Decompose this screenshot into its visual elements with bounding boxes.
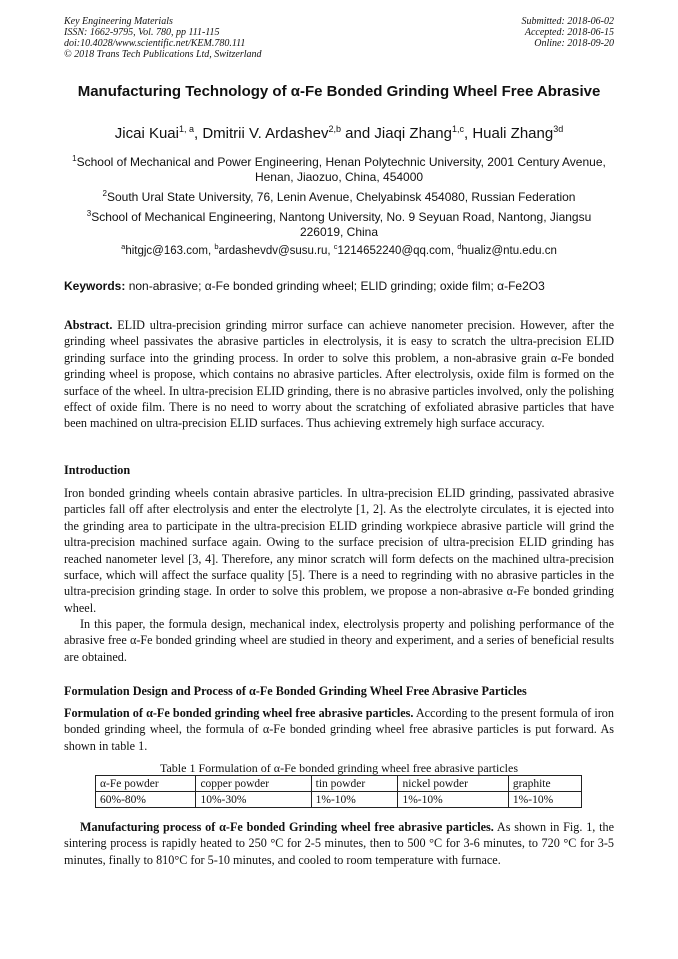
table-cell: α-Fe powder [96, 776, 196, 792]
email-link: hualiz@ntu.edu.cn [461, 244, 557, 257]
paper-title: Manufacturing Technology of α-Fe Bonded Grinding Wheel Free Abrasive [77, 83, 601, 100]
table-cell: 1%-10% [398, 792, 508, 808]
table-caption: Table 1 Formulation of α-Fe bonded grinding wheel free abrasive particles [159, 761, 518, 775]
abstract-label: Abstract. [64, 318, 113, 332]
manufacturing-paragraph [64, 819, 614, 868]
keywords-label: Keywords: [64, 279, 126, 293]
table-cell: 1%-10% [508, 792, 581, 808]
author-name: Dmitrii V. Ardashev [202, 125, 329, 142]
email-link: 1214652240@qq.com, [337, 244, 458, 257]
journal-info [64, 16, 262, 60]
table-cell: 1%-10% [311, 792, 398, 808]
email-link: hitgjc@163.com, [125, 244, 215, 257]
affiliation-3: $^3$School of Mechanical Engineering, Nantong University, No. 9 Seyuan Road, Nantong, Jiangsu 226019, China [86, 209, 592, 239]
formulation-paragraph [64, 705, 614, 754]
affiliation-2: $^2$South Ural State University, 76, Lenin Avenue, Chelyabinsk 454080, Russian Federation [102, 189, 576, 204]
author-sup: 1,c [451, 124, 464, 134]
table-cell: graphite [508, 776, 581, 792]
online-date: Online: 2018-09-20 [534, 38, 614, 49]
journal-issn: ISSN: 1662-9795, Vol. 780, pp 111-115 [64, 27, 220, 38]
manufacturing-label: Manufacturing process of α-Fe bonded Grinding wheel free abrasive particles. [80, 820, 494, 834]
journal-copyright: © 2018 Trans Tech Publications Ltd, Switzerland [64, 49, 262, 60]
table-cell: copper powder [196, 776, 311, 792]
journal-name: Key Engineering Materials [64, 16, 173, 27]
author-emails: $^a$hitgjc@163.com, $^b$ardashevdv@susu.ru, $^c$1214652240@qq.com, $^d$hualiz@ntu.edu.cn [121, 242, 557, 257]
abstract-text: ELID ultra-precision grinding mirror surface can achieve nanometer precision. However, after the grinding wheel passivates the abrasive particles in electrolysis, it is easy to scratch the ultra-precision ELID grinding surface into the grinding process. In order to solve this problem, a non-abrasive grain α-Fe bonded grinding wheel is propose, which contains no abrasive particles. After electrolysis, oxide film is formed on the surface of the wheel. In ultra-precision ELID grinding, there is no abrasive particles involved, only the polishing effect of oxide film. There is no need to worry about the scratching of exfoliated abrasive particles that have been machined on ultra-precision ELID surfaces. Thus achieving extremely high surface accuracy. [64, 318, 614, 431]
keywords [64, 279, 614, 293]
table-header-row [96, 776, 582, 792]
accepted-date: Accepted: 2018-06-15 [524, 27, 614, 38]
affiliation-1: $^1$School of Mechanical and Power Engineering, Henan Polytechnic University, 2001 Century Avenue, Henan, Jiaozuo, China, 454000 [72, 154, 606, 184]
table-row [96, 792, 582, 808]
author-name: Jiaqi Zhang [374, 125, 452, 142]
table-cell: 60%-80% [96, 792, 196, 808]
section-heading-introduction: Introduction [64, 463, 131, 477]
formulation-text: According to the present formula of iron bonded grinding wheel, the formula of α-Fe bonded grinding wheel free abrasive particles is put forward. As shown in table 1. [64, 706, 614, 753]
formulation-label: Formulation of α-Fe bonded grinding wheel free abrasive particles. [64, 706, 414, 720]
intro-paragraph-1: Iron bonded grinding wheels contain abrasive particles. In ultra-precision ELID grinding, passivated abrasive particles fall off after electrolysis and enter the electrolyte [1, 2]. As the electrolyte circulates, it is ejected into the grinding area to participate in the ultra-precision ELID grinding workpiece abrasive particle will grind the ultra-precision machined surface again. Owing to the surface precision of ultra-precision ELID grinding has reached nanometer level [3, 4]. Therefore, any minor scratch will form defects on the machined ultra-precision surface, which will affect the surface quality [5]. There is a need to regrinding with no abrasive particles in the ultra-precision grinding stage. In order to solve this problem, we propose a non-abrasive α-Fe bonded grinding wheel. [64, 486, 614, 615]
author-list: Jicai Kuai$^{1, a}$, Dmitrii V. Ardashev$^{2,b}$ and Jiaqi Zhang$^{1,c}$, Huali Zhang$^{3d}$ [114, 124, 564, 142]
email-link: ardashevdv@susu.ru, [218, 244, 334, 257]
author-sup: 1, a [178, 124, 194, 134]
author-sup: 2,b [328, 124, 342, 134]
submission-dates [522, 16, 615, 49]
manufacturing-text: As shown in Fig. 1, the sintering process is rapidly heated to 250 °C for 2-5 minutes, then to 500 °C for 3-6 minutes, to 720 °C for 3-5 minutes, finally to 810°C for 5-10 minutes, and cooled to room temperature with furnace. [64, 820, 615, 867]
table-cell: nickel powder [398, 776, 508, 792]
keywords-text: non-abrasive; α-Fe bonded grinding wheel; ELID grinding; oxide film; α-Fe2O3 [125, 279, 545, 293]
intro-paragraph-2: In this paper, the formula design, mechanical index, electrolysis property and polishing performance of the abrasive free α-Fe bonded grinding wheel are studied in theory and experiment, and a series of beneficial results are obtained. [64, 617, 614, 664]
table-cell: 10%-30% [196, 792, 311, 808]
author-name: Jicai Kuai [114, 125, 179, 142]
author-sup: 3d [553, 124, 564, 134]
submitted-date: Submitted: 2018-06-02 [521, 16, 614, 27]
journal-doi: doi:10.4028/www.scientific.net/KEM.780.111 [64, 38, 246, 49]
formulation-table [95, 775, 582, 808]
abstract [64, 317, 614, 432]
author-name: Huali Zhang [472, 125, 554, 142]
table-cell: tin powder [311, 776, 398, 792]
section-heading-formulation: Formulation Design and Process of α-Fe Bonded Grinding Wheel Free Abrasive Particles [64, 684, 527, 698]
